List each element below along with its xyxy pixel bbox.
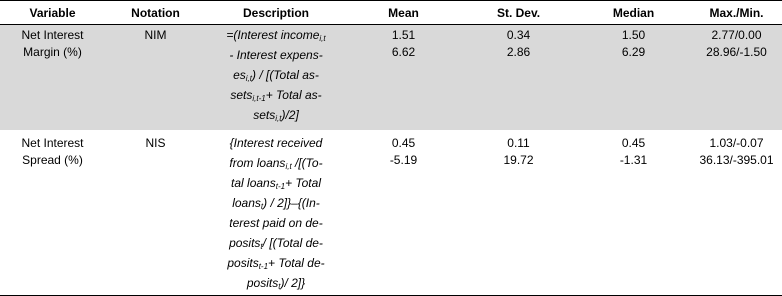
description-line: tal loans$_{t-1}$+ Total [231, 176, 321, 191]
header-description: Description [206, 1, 346, 25]
cell-notation: NIS [105, 131, 206, 296]
cell-stdev [461, 25, 576, 131]
variable-line: Net Interest [21, 28, 84, 42]
description-line: - Interest expens- [229, 48, 323, 62]
cell-maxmin [691, 25, 782, 131]
cell-description [206, 25, 346, 131]
cell-mean [346, 131, 461, 296]
stdev-value: 0.34 [506, 28, 531, 42]
maxmin-value: 28.96/-1.50 [706, 45, 767, 59]
description-line: posits$_{t-1}$+ Total de- [227, 256, 325, 271]
cell-median [576, 25, 691, 131]
cell-notation: NIM [105, 25, 206, 131]
mean-value: 1.51 [391, 28, 416, 42]
variable-line: Spread (%) [22, 153, 83, 167]
header-notation: Notation [105, 1, 206, 25]
description-line: loans$_t$) / 2]}–{(In- [232, 196, 320, 211]
mean-value: 0.45 [391, 136, 416, 150]
maxmin-value: 1.03/-0.07 [709, 136, 764, 150]
stdev-value: 2.86 [506, 45, 531, 59]
header-stdev: St. Dev. [461, 1, 576, 25]
stdev-value: 19.72 [503, 153, 534, 167]
maxmin-value: 36.13/-395.01 [699, 153, 774, 167]
header-variable: Variable [0, 1, 105, 25]
median-value: 6.29 [621, 45, 646, 59]
description-line: sets$_{i,t-1}$+ Total as- [230, 88, 322, 103]
variable-line: Margin (%) [23, 45, 82, 59]
header-row [0, 1, 782, 25]
cell-median [576, 131, 691, 296]
description-line: from loans$_{i,t}$ /[(To- [229, 156, 323, 171]
description-line: =(Interest income$_{i,t}$ [226, 28, 326, 43]
mean-value: -5.19 [389, 153, 418, 167]
description-line: posits$_t$/ [(Total de- [229, 236, 323, 251]
cell-variable [0, 131, 105, 296]
description-line: terest paid on de- [229, 216, 323, 230]
description-line: {Interest received [229, 136, 323, 150]
header-maxmin: Max./Min. [691, 1, 782, 25]
table-row [0, 131, 782, 296]
header-mean: Mean [346, 1, 461, 25]
description-line: $es_{i,t}$) / [(Total as- [233, 68, 319, 83]
maxmin-value: 2.77/0.00 [711, 28, 762, 42]
cell-mean [346, 25, 461, 131]
cell-stdev [461, 131, 576, 296]
variable-line: Net Interest [21, 136, 84, 150]
header-median: Median [576, 1, 691, 25]
median-value: 0.45 [621, 136, 646, 150]
cell-maxmin [691, 131, 782, 296]
median-value: -1.31 [619, 153, 648, 167]
mean-value: 6.62 [391, 45, 416, 59]
cell-variable [0, 25, 105, 131]
median-value: 1.50 [621, 28, 646, 42]
cell-description [206, 131, 346, 296]
stdev-value: 0.11 [507, 136, 530, 150]
description-line: sets$_{i,t}$)/2] [253, 108, 299, 123]
description-line: posits$_t$)/ 2]} [246, 276, 306, 291]
table-row [0, 25, 782, 131]
